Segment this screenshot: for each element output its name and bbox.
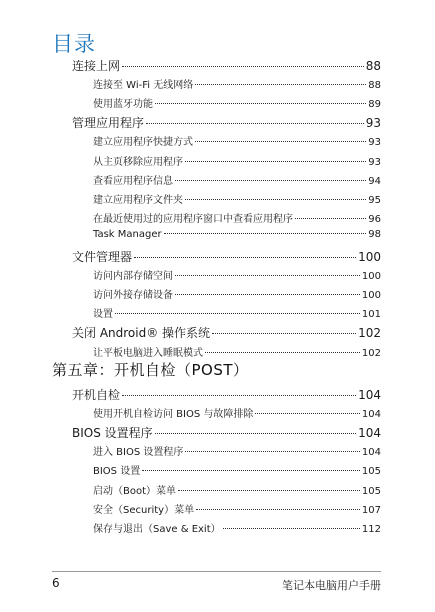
- toc-entry-label: 文件管理器: [72, 250, 133, 264]
- dot-leader: [295, 218, 366, 219]
- toc-entry-label: 进入 BIOS 设置程序: [93, 447, 184, 459]
- toc-entry-page: 95: [368, 194, 381, 206]
- toc-entry-label: 使用蓝牙功能: [93, 99, 153, 111]
- toc-subsection-entry[interactable]: [93, 210, 381, 225]
- toc-subsection-entry[interactable]: [93, 286, 381, 301]
- dot-leader: [205, 352, 360, 353]
- toc-entry-page: 107: [361, 504, 381, 516]
- toc-entry-label: 从主页移除应用程序: [93, 156, 183, 168]
- dot-leader: [155, 103, 366, 104]
- dot-leader: [175, 275, 360, 276]
- toc-subsection-entry[interactable]: [93, 267, 381, 282]
- toc-subsection-entry[interactable]: [93, 443, 381, 458]
- dot-leader: [185, 161, 366, 162]
- toc-entry-label: 安全（Security）菜单: [93, 504, 195, 516]
- toc-entry-label: 保存与退出（Save & Exit）: [93, 523, 221, 535]
- toc-entry-label: 启动（Boot）菜单: [93, 485, 177, 497]
- toc-entry-page: 102: [361, 347, 381, 359]
- toc-entry-page: 93: [368, 156, 381, 168]
- toc-subsection-entry[interactable]: [93, 501, 381, 516]
- dot-leader: [155, 433, 356, 434]
- dot-leader: [178, 490, 360, 491]
- toc-entry-label: BIOS 设置程序: [72, 426, 153, 441]
- toc-entry-page: 102: [358, 326, 381, 341]
- toc-entry-label: 关闭 Android® 操作系统: [72, 326, 211, 341]
- toc-entry-label: 连接至 Wi-Fi 无线网络: [93, 80, 194, 92]
- toc-section-entry[interactable]: [72, 424, 381, 441]
- dot-leader: [255, 413, 360, 414]
- toc-subsection-entry[interactable]: [93, 405, 381, 420]
- chapter-heading: 第五章：开机自检（POST）: [52, 361, 249, 379]
- toc-entry-page: 100: [361, 271, 381, 283]
- dot-leader: [115, 313, 360, 314]
- dot-leader: [175, 294, 360, 295]
- toc-entry-page: 88: [368, 80, 381, 92]
- toc-entry-label: 连接上网: [72, 59, 121, 73]
- dot-leader: [146, 123, 364, 124]
- toc-entry-label: 让平板电脑进入睡眠模式: [93, 347, 203, 359]
- toc-entry-page: 88: [365, 59, 381, 73]
- toc-entry-page: 105: [361, 466, 381, 478]
- dot-leader: [122, 66, 364, 67]
- dot-leader: [164, 233, 367, 234]
- footer-divider: [52, 571, 381, 572]
- toc-subsection-entry[interactable]: [93, 229, 381, 240]
- toc-entry-page: 104: [361, 409, 381, 421]
- footer-page-number: 6: [52, 576, 60, 590]
- toc-entry-page: 105: [361, 485, 381, 497]
- toc-entry-label: 建立应用程序文件夹: [93, 194, 183, 206]
- toc-subsection-entry[interactable]: [93, 172, 381, 187]
- toc-entry-label: 设置: [93, 309, 113, 321]
- toc-entry-page: 89: [368, 99, 381, 111]
- toc-section-entry[interactable]: [72, 248, 381, 265]
- toc-entry-page: 98: [368, 228, 381, 240]
- toc-entry-page: 93: [365, 116, 381, 131]
- toc-entry-label: 使用开机自检访问 BIOS 与故障排除: [93, 409, 254, 421]
- toc-entry-page: 104: [358, 388, 381, 402]
- dot-leader: [134, 257, 356, 258]
- toc-subsection-entry[interactable]: [93, 482, 381, 497]
- toc-subsection-entry[interactable]: [93, 133, 381, 148]
- toc-subsection-entry[interactable]: [93, 153, 381, 168]
- toc-entry-label: 在最近使用过的应用程序窗口中查看应用程序: [93, 213, 293, 225]
- toc-title: 目录: [52, 32, 96, 56]
- toc-entry-page: 104: [361, 447, 381, 459]
- toc-entry-label: 查看应用程序信息: [93, 175, 173, 187]
- toc-section-entry[interactable]: [72, 386, 381, 403]
- dot-leader: [195, 84, 366, 85]
- dot-leader: [195, 141, 366, 142]
- toc-subsection-entry[interactable]: [93, 462, 381, 477]
- toc-subsection-entry[interactable]: [93, 191, 381, 206]
- toc-section-entry[interactable]: [72, 114, 381, 131]
- toc-entry-page: 104: [358, 426, 381, 441]
- toc-section-entry[interactable]: [72, 57, 381, 74]
- dot-leader: [185, 451, 360, 452]
- toc-entry-page: 93: [368, 137, 381, 149]
- toc-subsection-entry[interactable]: [93, 520, 381, 535]
- dot-leader: [122, 395, 356, 396]
- toc-entry-label: 建立应用程序快捷方式: [93, 137, 193, 149]
- dot-leader: [196, 509, 360, 510]
- footer-manual-title: 笔记本电脑用户手册: [282, 579, 381, 592]
- toc-entry-label: Task Manager: [93, 228, 162, 240]
- toc-entry-page: 96: [368, 213, 381, 225]
- dot-leader: [185, 199, 366, 200]
- toc-subsection-entry[interactable]: [93, 95, 381, 110]
- dot-leader: [212, 333, 356, 334]
- toc-subsection-entry[interactable]: [93, 344, 381, 359]
- toc-entry-label: 管理应用程序: [72, 116, 145, 131]
- toc-subsection-entry[interactable]: [93, 76, 381, 91]
- toc-entry-label: 开机自检: [72, 388, 121, 402]
- dot-leader: [175, 180, 366, 181]
- toc-entry-page: 101: [361, 309, 381, 321]
- toc-subsection-entry[interactable]: [93, 305, 381, 320]
- dot-leader: [142, 470, 360, 471]
- toc-section-entry[interactable]: [72, 324, 381, 341]
- toc-entry-page: 100: [361, 290, 381, 302]
- toc-entry-label: 访问内部存储空间: [93, 271, 173, 283]
- toc-entry-page: 94: [368, 175, 381, 187]
- toc-entry-page: 112: [361, 523, 381, 535]
- dot-leader: [223, 528, 360, 529]
- toc-entry-page: 100: [358, 250, 381, 264]
- toc-entry-label: BIOS 设置: [93, 466, 141, 478]
- toc-entry-label: 访问外接存储设备: [93, 290, 173, 302]
